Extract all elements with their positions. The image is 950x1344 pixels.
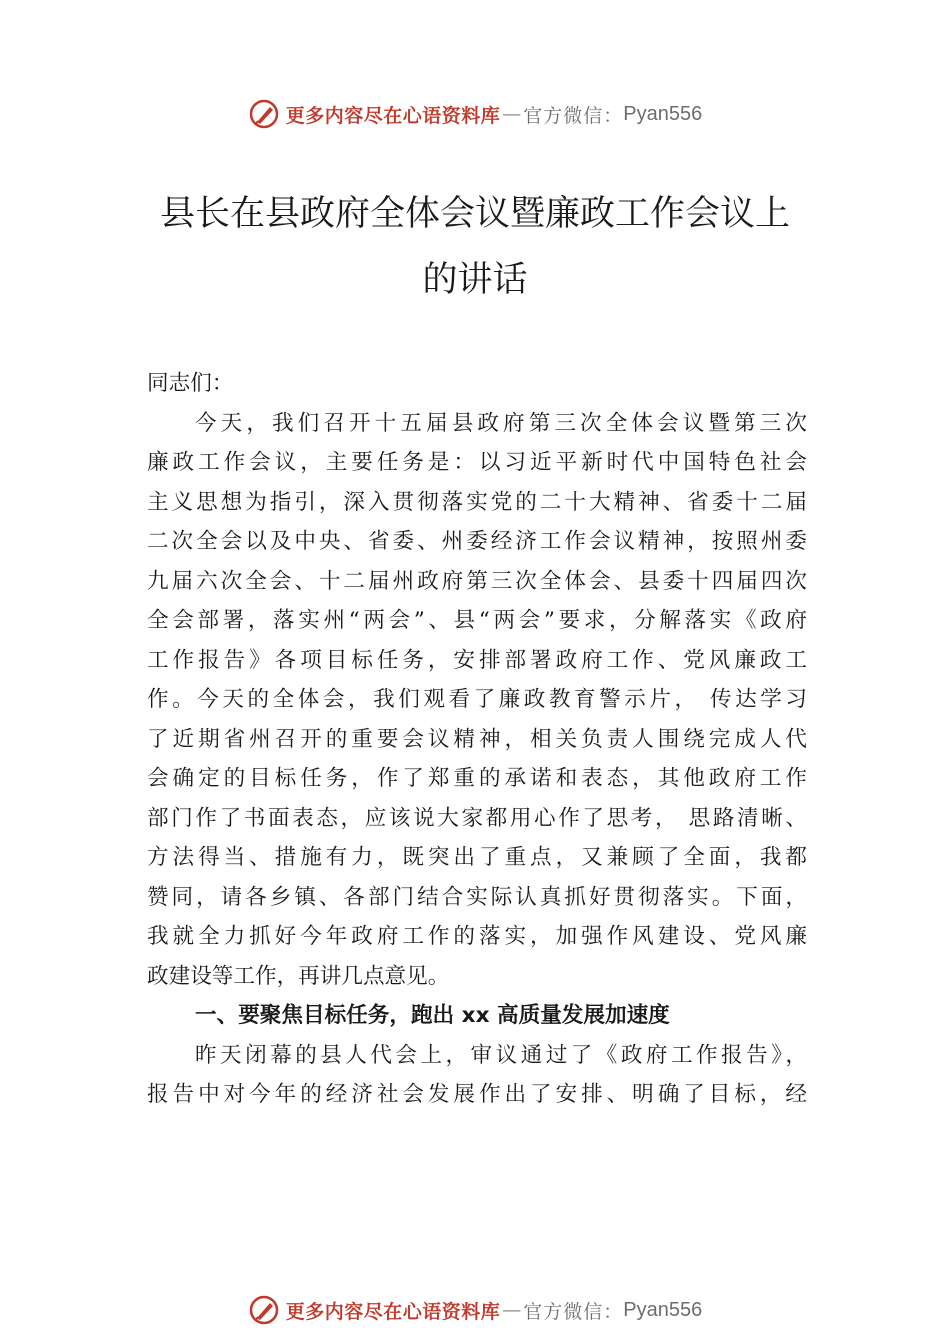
paragraph-line: 会确定的目标任务，作了郑重的承诺和表态，其他政府工作 bbox=[147, 766, 807, 791]
paragraph-line: 政建设等工作，再讲几点意见。 bbox=[147, 963, 450, 989]
paragraph-line: 部门作了书面表态，应该说大家都用心作了思考， 思路清晰、 bbox=[147, 805, 807, 831]
greeting: 同志们： bbox=[147, 371, 234, 396]
banner-wechat-handle: Pyan556 bbox=[623, 1298, 703, 1321]
banner-wechat-label: 官方微信： bbox=[523, 104, 624, 127]
paragraph-line: 工作报告》各项目标任务，安排部署政府工作、党风廉政工 bbox=[147, 647, 807, 673]
banner-wechat-label: 官方微信： bbox=[523, 1300, 624, 1323]
paragraph-line: 我就全力抓好今年政府工作的落实，加强作风建设、党风廉 bbox=[147, 924, 807, 949]
quill-pen-icon bbox=[248, 1294, 280, 1326]
document-title-line-1: 县长在县政府全体会议暨廉政工作会议上 bbox=[159, 194, 790, 234]
quill-pen-icon bbox=[248, 98, 280, 130]
document-body bbox=[147, 364, 807, 1115]
banner-promo-text: 更多内容尽在心语资料库 bbox=[285, 1300, 501, 1323]
paragraph-line: 廉政工作会议，主要任务是：以习近平新时代中国特色社会 bbox=[147, 450, 807, 475]
paragraph-line: 九届六次全会、十二届州政府第三次全体会、县委十四届四次 bbox=[147, 568, 807, 594]
banner-wechat-handle: Pyan556 bbox=[623, 102, 703, 125]
paragraph-line: 二次全会以及中央、省委、州委经济工作会议精神，按照州委 bbox=[147, 529, 807, 554]
paragraph-line: 了近期省州召开的重要会议精神，相关负责人围绕完成人代 bbox=[147, 726, 807, 752]
paragraph-line: 全会部署，落实州“两会”、县“两会”要求，分解落实《政府 bbox=[147, 608, 807, 633]
section-heading-1: 一、要聚焦目标任务，跑出 xx 高质量发展加速度 bbox=[195, 1003, 670, 1028]
paragraph-line: 方法得当、措施有力，既突出了重点，又兼顾了全面，我都 bbox=[147, 845, 807, 870]
paragraph-line: 赞同，请各乡镇、各部门结合实际认真抓好贯彻落实。下面， bbox=[147, 884, 807, 910]
paragraph-line: 作。今天的全体会，我们观看了廉政教育警示片， 传达学习 bbox=[147, 687, 807, 712]
header-banner bbox=[0, 94, 950, 134]
paragraph-line: 主义思想为指引，深入贯彻落实党的二十大精神、省委十二届 bbox=[147, 489, 807, 515]
document-title-line-2: 的讲话 bbox=[422, 260, 528, 300]
banner-separator: — bbox=[502, 103, 522, 125]
banner-separator: — bbox=[502, 1299, 522, 1321]
paragraph-line: 报告中对今年的经济社会发展作出了安排、明确了目标，经 bbox=[147, 1082, 807, 1107]
banner-promo-text: 更多内容尽在心语资料库 bbox=[285, 104, 501, 127]
paragraph-line: 昨天闭幕的县人代会上，审议通过了《政府工作报告》， bbox=[195, 1042, 807, 1068]
footer-banner bbox=[0, 1290, 950, 1330]
paragraph-line: 今天，我们召开十五届县政府第三次全体会议暨第三次 bbox=[195, 410, 807, 436]
